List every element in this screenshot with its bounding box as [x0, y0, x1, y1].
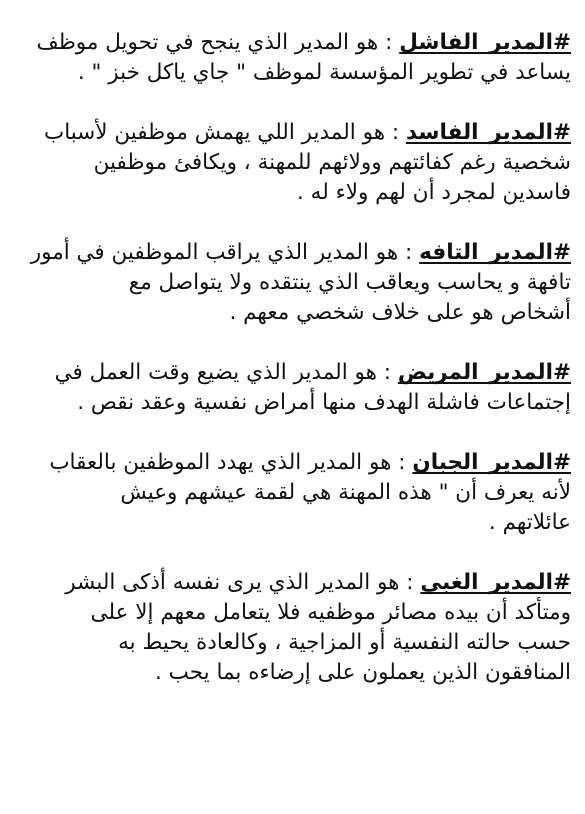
entry-text: : هو المدير الذي يرى نفسه أذكى البشر ومتأكد أن بيده مصائر موظفيه فلا يتعامل معهم إلا على حسب حالته النفسية أو المزاجية ، وكالعادة يحيط به المنافقون الذين يعملون على إرضاءه بما يحب . — [65, 570, 571, 685]
entry-sick-manager — [14, 358, 571, 418]
entry-text: : هو المدير الذي يهدد الموظفين بالعقاب لأنه يعرف أن " هذه المهنة هي لقمة عيشهم وعيش عائلاتهم . — [49, 450, 571, 535]
hashtag-corrupt-manager[interactable]: #المدير_الفاسد — [405, 120, 571, 145]
entry-text: : هو المدير الذي ينجح في تحويل موظف يساعد في تطوير المؤسسة لموظف " جاي ياكل خبز " . — [36, 30, 571, 85]
entry-stupid-manager — [14, 568, 571, 688]
entry-coward-manager — [14, 448, 571, 538]
hashtag-failed-manager[interactable]: #المدير_الفاشل — [399, 30, 571, 55]
entry-text: : هو المدير الذي يضيع وقت العمل في إجتماعات فاشلة الهدف منها أمراض نفسية وعقد نقص . — [54, 360, 571, 415]
entry-text: : هو المدير الذي يراقب الموظفين في أمور تافهة و يحاسب ويعاقب الذي ينتقده ولا يتواصل مع أشخاص هو على خلاف شخصي معهم . — [30, 240, 571, 325]
entry-corrupt-manager — [14, 118, 571, 208]
hashtag-petty-manager[interactable]: #المدير_التافه — [419, 240, 571, 265]
entry-petty-manager — [14, 238, 571, 328]
entry-failed-manager — [14, 28, 571, 88]
entry-text: : هو المدير اللي يهمش موظفين لأسباب شخصية رغم كفائتهم وولائهم للمهنة ، ويكافئ موظفين فاسدين لمجرد أن لهم ولاء له . — [44, 120, 571, 205]
hashtag-stupid-manager[interactable]: #المدير_الغبي — [420, 570, 571, 595]
hashtag-sick-manager[interactable]: #المدير_المريض — [397, 360, 571, 385]
hashtag-coward-manager[interactable]: #المدير_الجبان — [412, 450, 571, 475]
